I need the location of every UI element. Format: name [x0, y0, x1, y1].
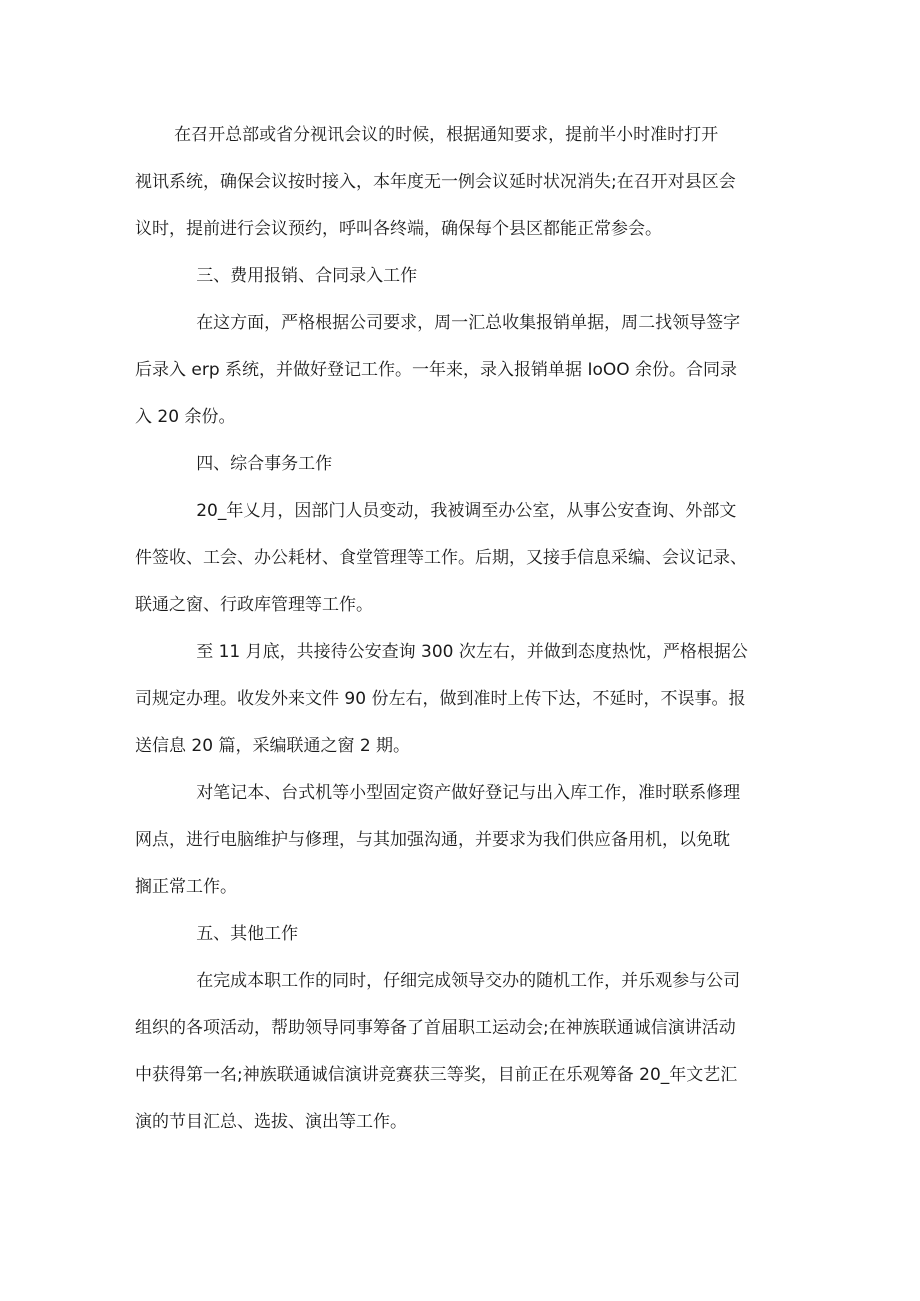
- text-line: 20_年乂月，因部门人员变动，我被调至办公室，从事公安查询、外部文: [196, 501, 737, 521]
- document-body: [135, 112, 805, 1146]
- paragraph-assets: [135, 770, 805, 911]
- text-line: 在完成本职工作的同时，仔细完成领导交办的随机工作，并乐观参与公司: [196, 971, 741, 991]
- text-line: 在这方面，严格根据公司要求，周一汇总收集报销单据，周二找领导签字: [196, 313, 741, 333]
- section-heading-general-affairs: [135, 441, 805, 488]
- text-line: 至 11 月底，共接待公安查询 300 次左右，并做到态度热忱，严格根据公: [196, 642, 748, 662]
- text-line: 在召开总部或省分视讯会议的时候，根据通知要求，提前半小时准时打开: [174, 125, 719, 145]
- text-line: 联通之窗、行政库管理等工作。: [135, 595, 373, 615]
- paragraph-statistics: [135, 629, 805, 770]
- paragraph-transfer: [135, 488, 805, 629]
- text-line: 中获得第一名;神族联通诚信演讲竞赛获三等奖，目前正在乐观筹备 20_年文艺汇: [135, 1065, 738, 1085]
- text-line: 组织的各项活动，帮助领导同事筹备了首届职工运动会;在神族联通诚信演讲活动: [135, 1018, 736, 1038]
- section-heading-expense: [135, 253, 805, 300]
- heading-text: 五、其他工作: [196, 924, 299, 944]
- heading-text: 四、综合事务工作: [196, 454, 333, 474]
- text-line: 对笔记本、台式机等小型固定资产做好登记与出入库工作，准时联系修理: [196, 783, 741, 803]
- paragraph-video-conference: [135, 112, 805, 253]
- text-line: 司规定办理。收发外来文件 90 份左右，做到准时上传下达，不延时，不误事。报: [135, 689, 746, 709]
- text-line: 送信息 20 篇，采编联通之窗 2 期。: [135, 736, 411, 756]
- text-line: 网点，进行电脑维护与修理，与其加强沟通，并要求为我们供应备用机，以免耽: [135, 830, 730, 850]
- heading-text: 三、费用报销、合同录入工作: [196, 266, 418, 286]
- paragraph-other-work: [135, 958, 805, 1146]
- text-line: 后录入 erp 系统，并做好登记工作。一年来，录入报销单据 IoOO 余份。合同录: [135, 360, 738, 380]
- text-line: 入 20 余份。: [135, 407, 236, 427]
- text-line: 搁正常工作。: [135, 877, 237, 897]
- paragraph-expense: [135, 300, 805, 441]
- text-line: 件签收、工会、办公耗材、食堂管理等工作。后期，又接手信息采编、会议记录、: [135, 548, 747, 568]
- section-heading-other-work: [135, 911, 805, 958]
- text-line: 演的节目汇总、选拔、演出等工作。: [135, 1112, 407, 1132]
- text-line: 视讯系统，确保会议按时接入，本年度无一例会议延时状况消失;在召开对县区会: [135, 172, 736, 192]
- text-line: 议时，提前进行会议预约，呼叫各终端，确保每个县区都能正常参会。: [135, 219, 662, 239]
